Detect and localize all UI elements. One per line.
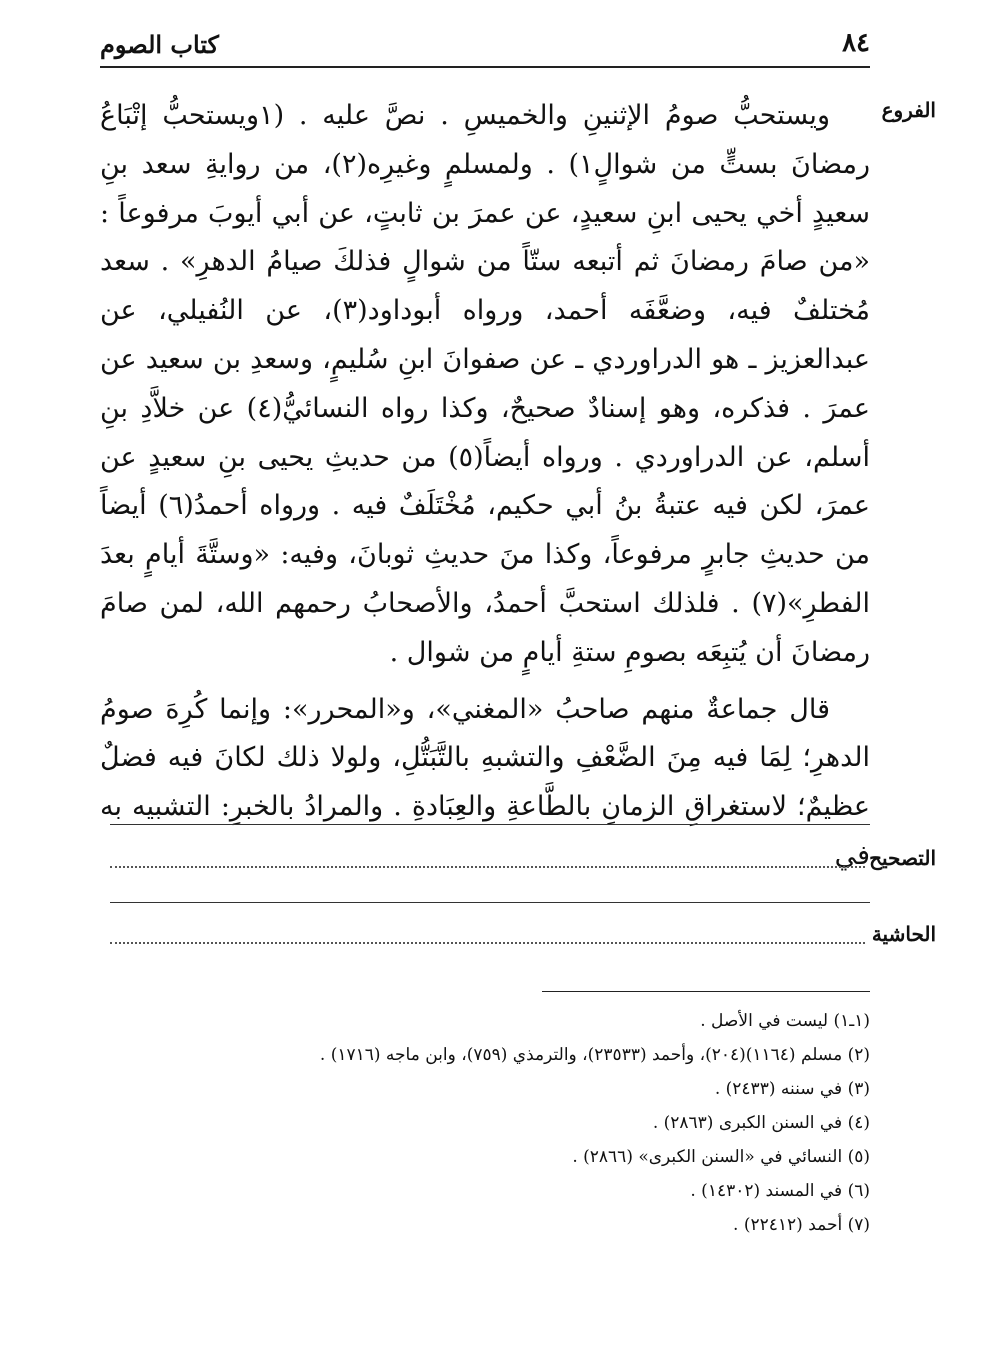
footnote-6: (٦) في المسند (١٤٣٠٢) . <box>690 1181 870 1201</box>
margin-note-dotted-line <box>110 942 865 944</box>
side-label-correction: التصحيح <box>869 846 936 870</box>
header-rule <box>100 66 870 68</box>
footnote-separator <box>542 991 870 992</box>
footnote-5: (٥) النسائي في «السنن الكبرى» (٢٨٦٦) . <box>572 1147 870 1167</box>
body-paragraph-1: ويستحبُّ صومُ الإثنينِ والخميسِ . نصَّ عليه . (١ويستحبُّ إتْبَاعُ رمضانَ بستٍّ من شوالٍ١) . ولمسلمٍ وغيرِه(٢)، من روايةِ سعد بنِ سعيدٍ أخي يحيى ابنِ سعيدٍ، عن عمرَ بن ثابتٍ، عن أبي أيوبَ مرفوعاً : «من صامَ رمضانَ ثم أتبعه ستّاً من شوالٍ فذلكَ صيامُ الدهرِ» . سعد مُختلفٌ فيه، وضعَّفَه أحمد، ورواه أبوداود(٣)، عن النُفيلي، عن عبدالعزيز ـ هو الدراوردي ـ عن صفوانَ ابنِ سُليمٍ، وسعدِ بن سعيد عن عمرَ . فذكره، وهو إسنادٌ صحيحٌ، وكذا رواه النسائيُّ(٤) عن خلاَّدِ بنِ أسلم، عن الدراوردي . ورواه أيضاً(٥) من حديثِ يحيى بنِ سعيدٍ عن عمرَ، لكن فيه عتبةُ بنُ أبي حكيم، مُخْتَلَفٌ فيه . ورواه أحمدُ(٦) أيضاً من حديثِ جابرٍ مرفوعاً، وكذا منَ حديثِ ثوبانَ، وفيه: «وستَّةَ أيامٍ بعدَ الفطرِ»(٧) . فلذلك استحبَّ أحمدُ، والأصحابُ رحمهم الله، لمن صامَ رمضانَ أن يُتبِعَه بصومِ ستةِ أيامٍ من شوال . <box>100 100 870 668</box>
side-label-margin-note: الحاشية <box>871 922 936 946</box>
body-paragraph-2: قال جماعةٌ منهم صاحبُ «المغني»، و«المحرر»: وإنما كُرِهَ صومُ الدهرِ؛ لِمَا فيه مِنَ الضَّعْفِ والتشبهِ بالتَّبَتُّلِ، ولولا ذلك لكانَ فيه فضلٌ عظيمٌ؛ لاستغراقِ الزمانِ بالطَّاعةِ والعِبَادةِ . والمرادُ بالخبرِ: التشبيه به في <box>100 693 870 871</box>
footnotes <box>110 1004 870 1242</box>
footnote-3: (٣) في سننه (٢٤٣٣) . <box>714 1079 870 1099</box>
page-header <box>100 28 870 64</box>
footnote-4: (٤) في السنن الكبرى (٢٨٦٣) . <box>652 1113 870 1133</box>
side-label-branches: الفروع <box>881 98 936 122</box>
footnote-7: (٧) أحمد (٢٢٤١٢) . <box>733 1215 870 1235</box>
page-number: ٨٤ <box>842 28 870 58</box>
main-text <box>100 92 870 881</box>
correction-top-rule <box>110 824 870 825</box>
book-title: كتاب الصوم <box>100 30 219 59</box>
margin-note-top-rule <box>110 902 870 903</box>
correction-dotted-line <box>110 866 865 868</box>
footnote-1: (١ـ١) ليست في الأصل . <box>700 1011 870 1031</box>
footnote-2: (٢) مسلم (١١٦٤)(٢٠٤)، وأحمد (٢٣٥٣٣)، والترمذي (٧٥٩)، وابن ماجه (١٧١٦) . <box>319 1045 870 1065</box>
